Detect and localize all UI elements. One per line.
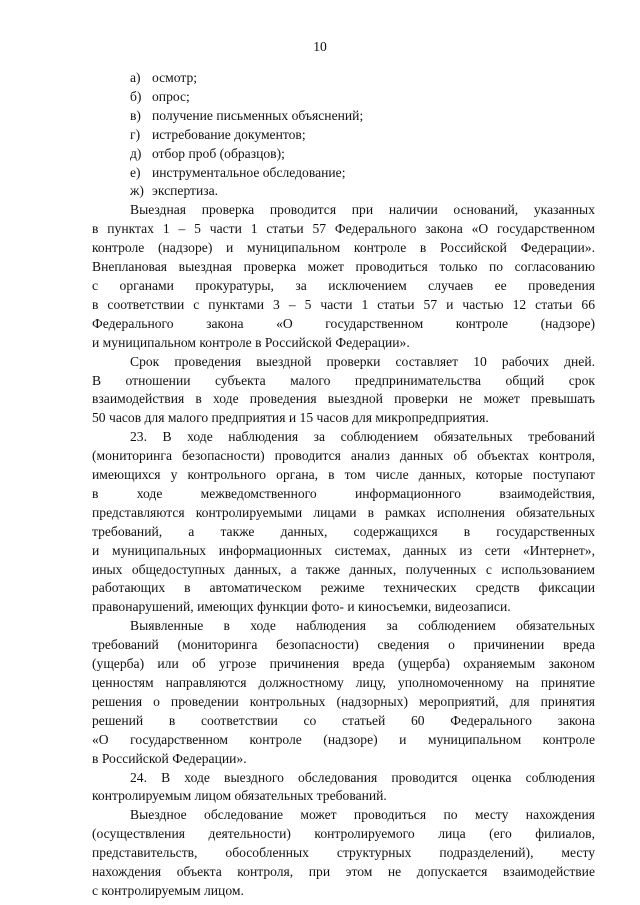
text-line: Выездная проверка проводится при наличии оснований, указанных xyxy=(130,202,595,218)
text-line: 24. В ходе выездного обследования проводится оценка соблюдения xyxy=(130,769,595,785)
list-item xyxy=(92,107,595,126)
list-item-text: осмотр; xyxy=(152,70,198,85)
text-line: в пунктах 1 – 5 части 1 статьи 57 Федерального закона «О государственном xyxy=(92,221,595,237)
text-line: (ущерба) или об угрозе причинения вреда (ущерба) охраняемым законом xyxy=(92,656,595,672)
document-body xyxy=(92,69,595,901)
list-item-text: отбор проб (образцов); xyxy=(152,145,285,161)
list-item-text: получение письменных объяснений; xyxy=(152,107,364,123)
text-line: взаимодействия в ходе проведения выездной проверки не может превышать xyxy=(92,391,595,407)
text-line: представительств, обособленных структурных подразделений), месту xyxy=(92,845,595,861)
text-line: (мониторинга безопасности) проводится анализ данных об объектах контроля, xyxy=(92,448,595,464)
text-line: 23. В ходе наблюдения за соблюдением обязательных требований xyxy=(130,429,595,445)
text-line: 50 часов для малого предприятия и 15 часов для микропредприятия. xyxy=(92,410,489,426)
text-line: представляются контролируемыми лицами в рамках исполнения обязательных xyxy=(92,504,595,520)
paragraph-onsite-inspection xyxy=(92,201,595,352)
text-line: с органами прокуратуры, за исключением случаев ее проведения xyxy=(92,277,595,293)
list-item xyxy=(92,145,595,164)
text-line: в ходе межведомственного информационного взаимодействия, xyxy=(92,485,595,501)
list-item-text: инструментальное обследование; xyxy=(152,164,346,180)
text-line: Выявленные в ходе наблюдения за соблюдением обязательных xyxy=(130,618,595,634)
paragraph-24-field-survey xyxy=(92,769,595,807)
list-marker: а) xyxy=(130,70,141,85)
text-line: контролируемым лицом обязательных требований. xyxy=(92,788,387,804)
text-line: имеющихся у контрольного органа, в том числе данных, которые поступают xyxy=(92,467,595,483)
paragraph-inspection-term xyxy=(92,353,595,429)
list-marker: ж) xyxy=(130,183,144,199)
text-line: в соответствии с пунктами 3 – 5 части 1 статьи 57 и частью 12 статьи 66 xyxy=(92,296,595,312)
list-marker: е) xyxy=(130,164,141,180)
text-line: решений в соответствии со статьей 60 Федерального закона xyxy=(92,712,595,728)
text-line: ценностям направляются должностному лицу, уполномоченному на принятие xyxy=(92,675,595,690)
text-line: Срок проведения выездной проверки составляет 10 рабочих дней. xyxy=(130,353,595,369)
list-item xyxy=(92,69,595,88)
list-item xyxy=(92,182,595,201)
list-item xyxy=(92,126,595,145)
text-line: и муниципальных информационных системах, данных из сети «Интернет», xyxy=(92,542,595,558)
paragraph-survey-location xyxy=(92,806,595,901)
paragraph-identified-info xyxy=(92,617,595,768)
list-item xyxy=(92,88,595,107)
text-line: «О государственном контроле (надзоре) и муниципальном контроле xyxy=(92,731,595,747)
list-marker: г) xyxy=(130,126,141,142)
text-line: иных общедоступных данных, а также данных, полученных с использованием xyxy=(92,561,595,577)
text-line: нахождения объекта контроля, при этом не допускается взаимодействие xyxy=(92,864,595,880)
text-line: решения о проведении контрольных (надзорных) мероприятий, для принятия xyxy=(92,693,595,709)
list-item-text: опрос; xyxy=(152,88,190,104)
text-line: Выездное обследование может проводиться по месту нахождения xyxy=(130,807,595,823)
methods-list xyxy=(92,69,595,201)
list-item-text: истребование документов; xyxy=(152,126,306,142)
list-marker: д) xyxy=(130,145,142,161)
text-line: контроле (надзоре) и муниципальном контроле в Российской Федерации». xyxy=(92,240,595,256)
text-line: в Российской Федерации». xyxy=(92,750,247,766)
list-item-text: экспертиза. xyxy=(152,183,219,199)
text-line: В отношении субъекта малого предпринимательства общий срок xyxy=(92,372,595,388)
paragraph-23-monitoring xyxy=(92,428,595,617)
text-line: (осуществления деятельности) контролируемого лица (его филиалов, xyxy=(92,826,595,842)
text-line: и муниципальном контроле в Российской Федерации». xyxy=(92,334,410,350)
text-line: работающих в автоматическом режиме технических средств фиксации xyxy=(92,580,595,596)
page-number: 10 xyxy=(313,39,327,54)
text-line: правонарушений, имеющих функции фото- и киносъемки, видеозаписи. xyxy=(92,599,511,615)
text-line: с контролируемым лицом. xyxy=(92,882,244,898)
list-marker: в) xyxy=(130,107,141,123)
list-marker: б) xyxy=(130,88,142,104)
list-item xyxy=(92,164,595,183)
text-line: требований (мониторинга безопасности) сведения о причинении вреда xyxy=(92,637,595,653)
text-line: Федерального закона «О государственном контроле (надзоре) xyxy=(92,315,595,331)
text-line: Внеплановая выездная проверка может проводиться только по согласованию xyxy=(92,259,595,275)
text-line: требований, а также данных, содержащихся в государственных xyxy=(92,523,595,539)
